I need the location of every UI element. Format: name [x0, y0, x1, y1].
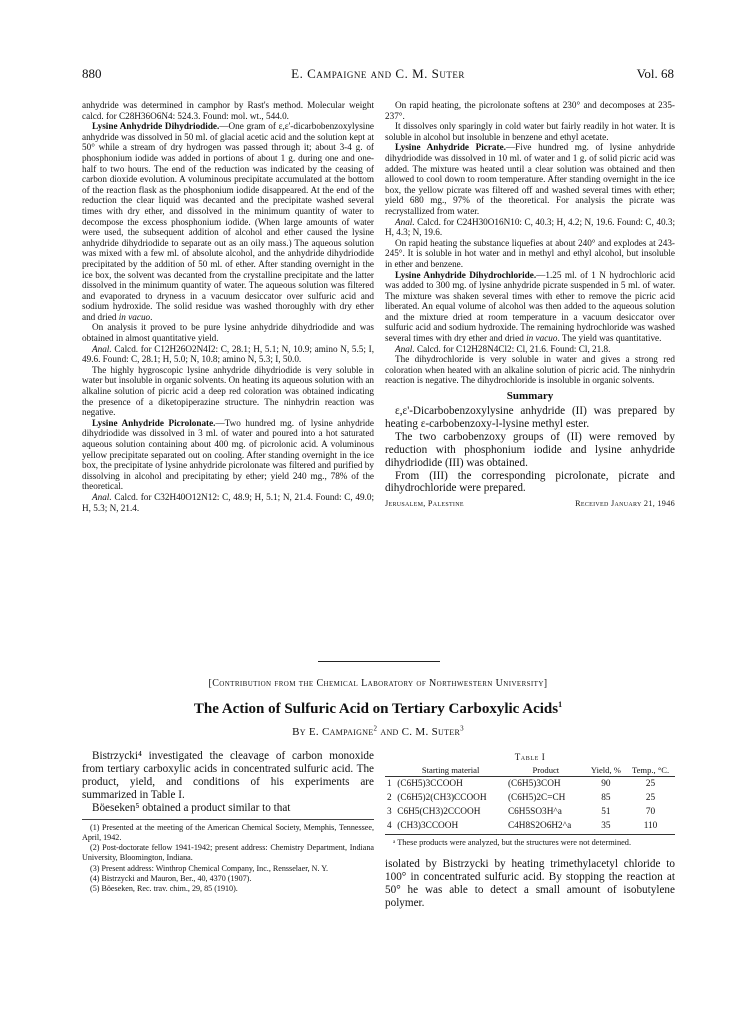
paragraph: The dihydrochloride is very soluble in water and gives a strong red coloration when heated with an alkaline solution of picric acid. The ninhydrin reaction is negative. The dihydrochloride is insoluble in organic solvents.	[385, 354, 675, 386]
table-title: Table I	[514, 752, 546, 762]
article-title-text: The Action of Sulfuric Acid on Tertiary Carboxylic Acids	[193, 701, 559, 717]
page-number: 880	[82, 66, 102, 81]
author-2: and C. M. Suter	[377, 726, 461, 738]
article-divider	[318, 661, 440, 662]
footnote: (4) Bistrzycki and Mauron, Ber., 40, 4370 (1907).	[90, 874, 252, 884]
author-1: By E. Campaigne	[292, 726, 374, 738]
temperature: 25	[645, 793, 656, 803]
paragraph: On rapid heating, the picrolonate softens at 230° and decomposes at 235-237°.	[385, 100, 675, 121]
byline	[82, 726, 674, 738]
temperature: 110	[643, 821, 658, 831]
left-column	[82, 100, 374, 513]
paragraph-text: —1.25 ml. of 1 N hydrochloric acid was added to 300 mg. of lysine anhydride picrate suspended in 5 ml. of water. The mixture was shaken several times with ether to remove the picric acid liberated. An equal volume of alcohol was then added to the aqueous solution and the mixture dried at room temperature in a vacuum desiccator over sulfuric acid and sodium hydroxide. The remaining hydrochloride was washed several times with dry ether and dried	[385, 269, 675, 344]
table-header-row	[385, 764, 675, 777]
right-column	[385, 100, 675, 508]
row-number: 4	[387, 821, 392, 831]
paragraph	[82, 418, 374, 492]
table-header-index	[385, 764, 395, 777]
italic-text: Anal.	[395, 216, 415, 227]
starting-material: (C6H5)3CCOOH	[397, 779, 463, 789]
row-number: 2	[387, 793, 392, 803]
table-rule	[385, 834, 675, 835]
paragraph: Böeseken⁵ obtained a product similar to that	[92, 801, 291, 814]
yield: 85	[601, 793, 611, 803]
product: C6H5SO3H^a	[507, 807, 562, 817]
run-in-heading: Lysine Anhydride Dihydrochloride.	[395, 269, 537, 280]
received-date: Received January 21, 1946	[575, 499, 675, 509]
footnote: (3) Present address: Winthrop Chemical Company, Inc., Rensselaer, N. Y.	[90, 863, 329, 873]
location: Jerusalem, Palestine	[385, 499, 464, 509]
table-header-temp: Temp., °C.	[631, 765, 670, 775]
row-number: 1	[387, 779, 392, 789]
product: C4H8S2O6H2^a	[507, 821, 572, 831]
paragraph-text: Calcd. for C24H30O16N10: C, 40.3; H, 4.2; N, 19.6. Found: C, 40.3; H, 4.3; N, 19.6.	[385, 216, 675, 238]
contribution-line: [Contribution from the Chemical Laboratory of Northwestern University]	[208, 678, 548, 689]
product: (C6H5)3COH	[507, 779, 561, 789]
starting-material: (C6H5)2(CH3)CCOOH	[397, 793, 487, 803]
table-note: ᵃ These products were analyzed, but the structures were not determined.	[393, 838, 632, 847]
signature-line	[385, 499, 675, 508]
article-title	[82, 701, 674, 718]
run-in-heading: Lysine Anhydride Dihydriodide.	[92, 121, 220, 132]
yield: 90	[601, 779, 611, 789]
paragraph	[385, 270, 675, 344]
volume-label: Vol. 68	[636, 66, 674, 81]
italic-text: Anal.	[395, 343, 415, 354]
footnote: (2) Post-doctorate fellow 1941-1942; present address: Chemistry Department, Indiana University, Bloomington, Indiana.	[82, 843, 374, 863]
footnote-marker: 1	[558, 700, 563, 709]
starting-material: C6H5(CH3)2CCOOH	[397, 807, 481, 817]
temperature: 70	[645, 807, 656, 817]
yield: 35	[601, 821, 611, 831]
italic-text: in vacuo	[118, 311, 151, 322]
analysis-line	[82, 492, 374, 513]
paragraph-text: —Two hundred mg. of lysine anhydride dihydriodide was dissolved in 3 ml. of water and poured into a hot saturated aqueous solution containing about 400 mg. of picrolonic acid. A voluminous yellow precipitate separated out on cooling. After standing overnight in the ice box, the precipitate of lysine anhydride picrolonate was filtered and purified by dissolving in alcohol and precipitating by ether; yield 240 mg., 78% of the theoretical.	[82, 417, 374, 492]
paragraph: Lysine Anhydride Dihydriodide.—One gram of ε,ε'-dicarbobenzoxylysine anhydride was dissolved in 50 ml. of glacial acetic acid and the solution kept at 50° while a stream of dry hydrogen was passed through it; about 3-4 g. of phosphonium iodide was added in portions of about 1 g. during one and one-half to two hours. The end of the reduction was indicated by the ceasing of carbon dioxide evolution. A voluminous precipitate accumulated at the bottom of the reaction flask as the phosphonium iodide disappeared. At the end of the reduction the clear liquid was decanted and the precipitate washed several times with dry ether, and dissolved in the minimum quantity of water to decompose the excess phosphonium iodide. (When large amounts of water were used, the subsequent addition of alcohol and ether caused the lysine anhydride dihydriodide to separate out as an oily mass.) The aqueous solution was mixed with a few ml. of absolute alcohol, and the anhydride dihydriodide precipitated by the addition of 50 ml. of ether. After standing overnight in the ice box, the solvent was decanted from the crystalline precipitate and the latter dissolved in the minimum quantity of water. The aqueous solution was filtered and evaporated to dryness in a vacuum desiccator over sulfuric acid and sodium hydroxide. The solid residue was washed thoroughly with dry ether and dried in vacuo.	[82, 121, 374, 322]
table-row	[385, 777, 675, 792]
table-i	[385, 764, 675, 833]
article-left-column	[82, 750, 374, 895]
analysis-line	[385, 217, 675, 238]
paragraph: anhydride was determined in camphor by Rast's method. Molecular weight calcd. for C28H36O6N4: 524.3. Found: mol. wt., 544.0.	[82, 100, 374, 121]
paragraph-text: . The yield was quantitative.	[557, 333, 662, 344]
summary-heading: Summary	[506, 390, 554, 403]
footnote-marker: 3	[460, 724, 464, 733]
paragraph-text: Calcd. for C12H26O2N4I2: C, 28.1; H, 5.1; N, 10.9; amino N, 5.5; I, 49.6. Found: C, 28.1; H, 5.0; N, 10.8; amino N, 5.3; I, 50.0.	[82, 343, 374, 365]
table-header-yield: Yield, %	[590, 765, 621, 775]
table-row	[385, 805, 675, 819]
paragraph: Bistrzycki⁴ investigated the cleavage of carbon monoxide from tertiary carboxylic acids in concentrated sulfuric acid. The product, yield, and conditions of his experiments are summarized in Table I.	[82, 750, 374, 801]
starting-material: (CH3)3CCOOH	[397, 821, 459, 831]
article-right-column	[385, 750, 675, 910]
paragraph-text: —One gram of ε,ε'-dicarbobenzoxylysine anhydride was dissolved in 50 ml. of glacial acetic acid and the solution kept at 50° while a stream of dry hydrogen was passed through it; about 3-4 g. of phosphonium iodide was added in portions of about 1 g. during one and one-half to two hours. The end of the reduction was indicated by the ceasing of carbon dioxide evolution. A voluminous precipitate accumulated at the bottom of the reaction flask as the phosphonium iodide disappeared. At the end of the reduction the clear liquid was decanted and the precipitate washed several times with dry ether, and dissolved in the minimum quantity of water to decompose the excess phosphonium iodide. (When large amounts of water were used, the subsequent addition of alcohol and ether caused the lysine anhydride dihydriodide to separate out as an oily mass.) The aqueous solution was mixed with a few ml. of absolute alcohol, and the anhydride dihydriodide precipitated by the addition of 50 ml. of ether. After standing overnight in the ice box, the solvent was decanted from the crystalline precipitate and the latter dissolved in the minimum quantity of water. The aqueous solution was filtered and evaporated to dryness in a vacuum desiccator over sulfuric acid and sodium hydroxide. The solid residue was washed thoroughly with dry ether and dried	[82, 121, 374, 322]
paragraph: isolated by Bistrzycki by heating trimethylacetyl chloride to 100° in concentrated sulfuric acid. By stopping the reaction at 50° he was able to detect a small amount of isobutylene polymer.	[385, 858, 675, 910]
temperature: 25	[645, 779, 656, 789]
table-header-product: Product	[532, 765, 560, 775]
footnote-marker: 2	[373, 724, 378, 733]
italic-text: in vacuo	[526, 333, 558, 344]
table-row	[385, 791, 675, 805]
analysis-line	[385, 344, 675, 355]
product: (C6H5)2C=CH	[507, 793, 566, 803]
summary-paragraph: The two carbobenzoxy groups of (II) were removed by reduction with phosphonium iodide and lysine anhydride dihydriodide (III) was obtained.	[385, 430, 675, 469]
italic-text: Anal.	[92, 343, 112, 354]
paragraph-text: Calcd. for C12H28N4Cl2: Cl, 21.6. Found: Cl, 21.8.	[414, 343, 611, 354]
italic-text: Anal.	[92, 491, 112, 502]
table-row	[385, 819, 675, 833]
footnote: (1) Presented at the meeting of the American Chemical Society, Memphis, Tennessee, April, 1942.	[82, 822, 374, 842]
running-title: E. Campaigne and C. M. Suter	[291, 66, 465, 81]
paragraph: On analysis it proved to be pure lysine anhydride dihydriodide and was obtained in almost quantitative yield.	[82, 322, 374, 344]
yield: 51	[601, 807, 611, 817]
table-header-starting: Starting material	[421, 765, 480, 775]
run-in-heading: Lysine Anhydride Picrate.	[395, 142, 506, 153]
paragraph-text: —Five hundred mg. of lysine anhydride dihydriodide was dissolved in 10 ml. of water and 1 g. of solid picric acid was added. The mixture was heated until a clear solution was obtained and then allowed to cool down to room temperature. After standing overnight in the ice box, the yellow picrate was filtered off and washed several times with ether; yield 680 mg., 97% of the theoretical. For analysis the picrate was recrystallized from water.	[385, 142, 675, 216]
row-number: 3	[387, 807, 392, 817]
paragraph: The highly hygroscopic lysine anhydride dihydriodide is very soluble in water but insoluble in organic solvents. On heating its aqueous solution with an alkaline solution of picric acid a deep red coloration was obtained indicating the presence of a diketopiperazine structure. The ninhydrin reaction was negative.	[82, 364, 375, 418]
paragraph-text: Calcd. for C32H40O12N12: C, 48.9; H, 5.1; N, 21.4. Found: C, 49.0; H, 5.3; N, 21.4.	[82, 491, 374, 513]
paragraph	[385, 142, 675, 216]
page-header	[82, 66, 674, 86]
summary-paragraph: ε,ε'-Dicarbobenzoxylysine anhydride (II) was prepared by heating ε-carbobenzoxy-l-lysine methyl ester.	[385, 405, 675, 430]
summary-paragraph: From (III) the corresponding picrolonate, picrate and dihydrochloride were prepared.	[385, 469, 675, 495]
paragraph: It dissolves only sparingly in cold water but fairly readily in hot water. It is soluble in alcohol but insoluble in benzene and ethyl acetate.	[385, 121, 675, 142]
analysis-line	[82, 344, 374, 365]
footnote: (5) Böeseken, Rec. trav. chim., 29, 85 (1910).	[90, 884, 238, 894]
footnotes	[82, 819, 374, 895]
paragraph: On rapid heating the substance liquefies at about 240° and explodes at 243-245°. It is soluble in hot water and in methyl and ethyl alcohol, but insoluble in ether and benzene.	[385, 237, 675, 269]
run-in-heading: Lysine Anhydride Picrolonate.	[92, 417, 216, 428]
